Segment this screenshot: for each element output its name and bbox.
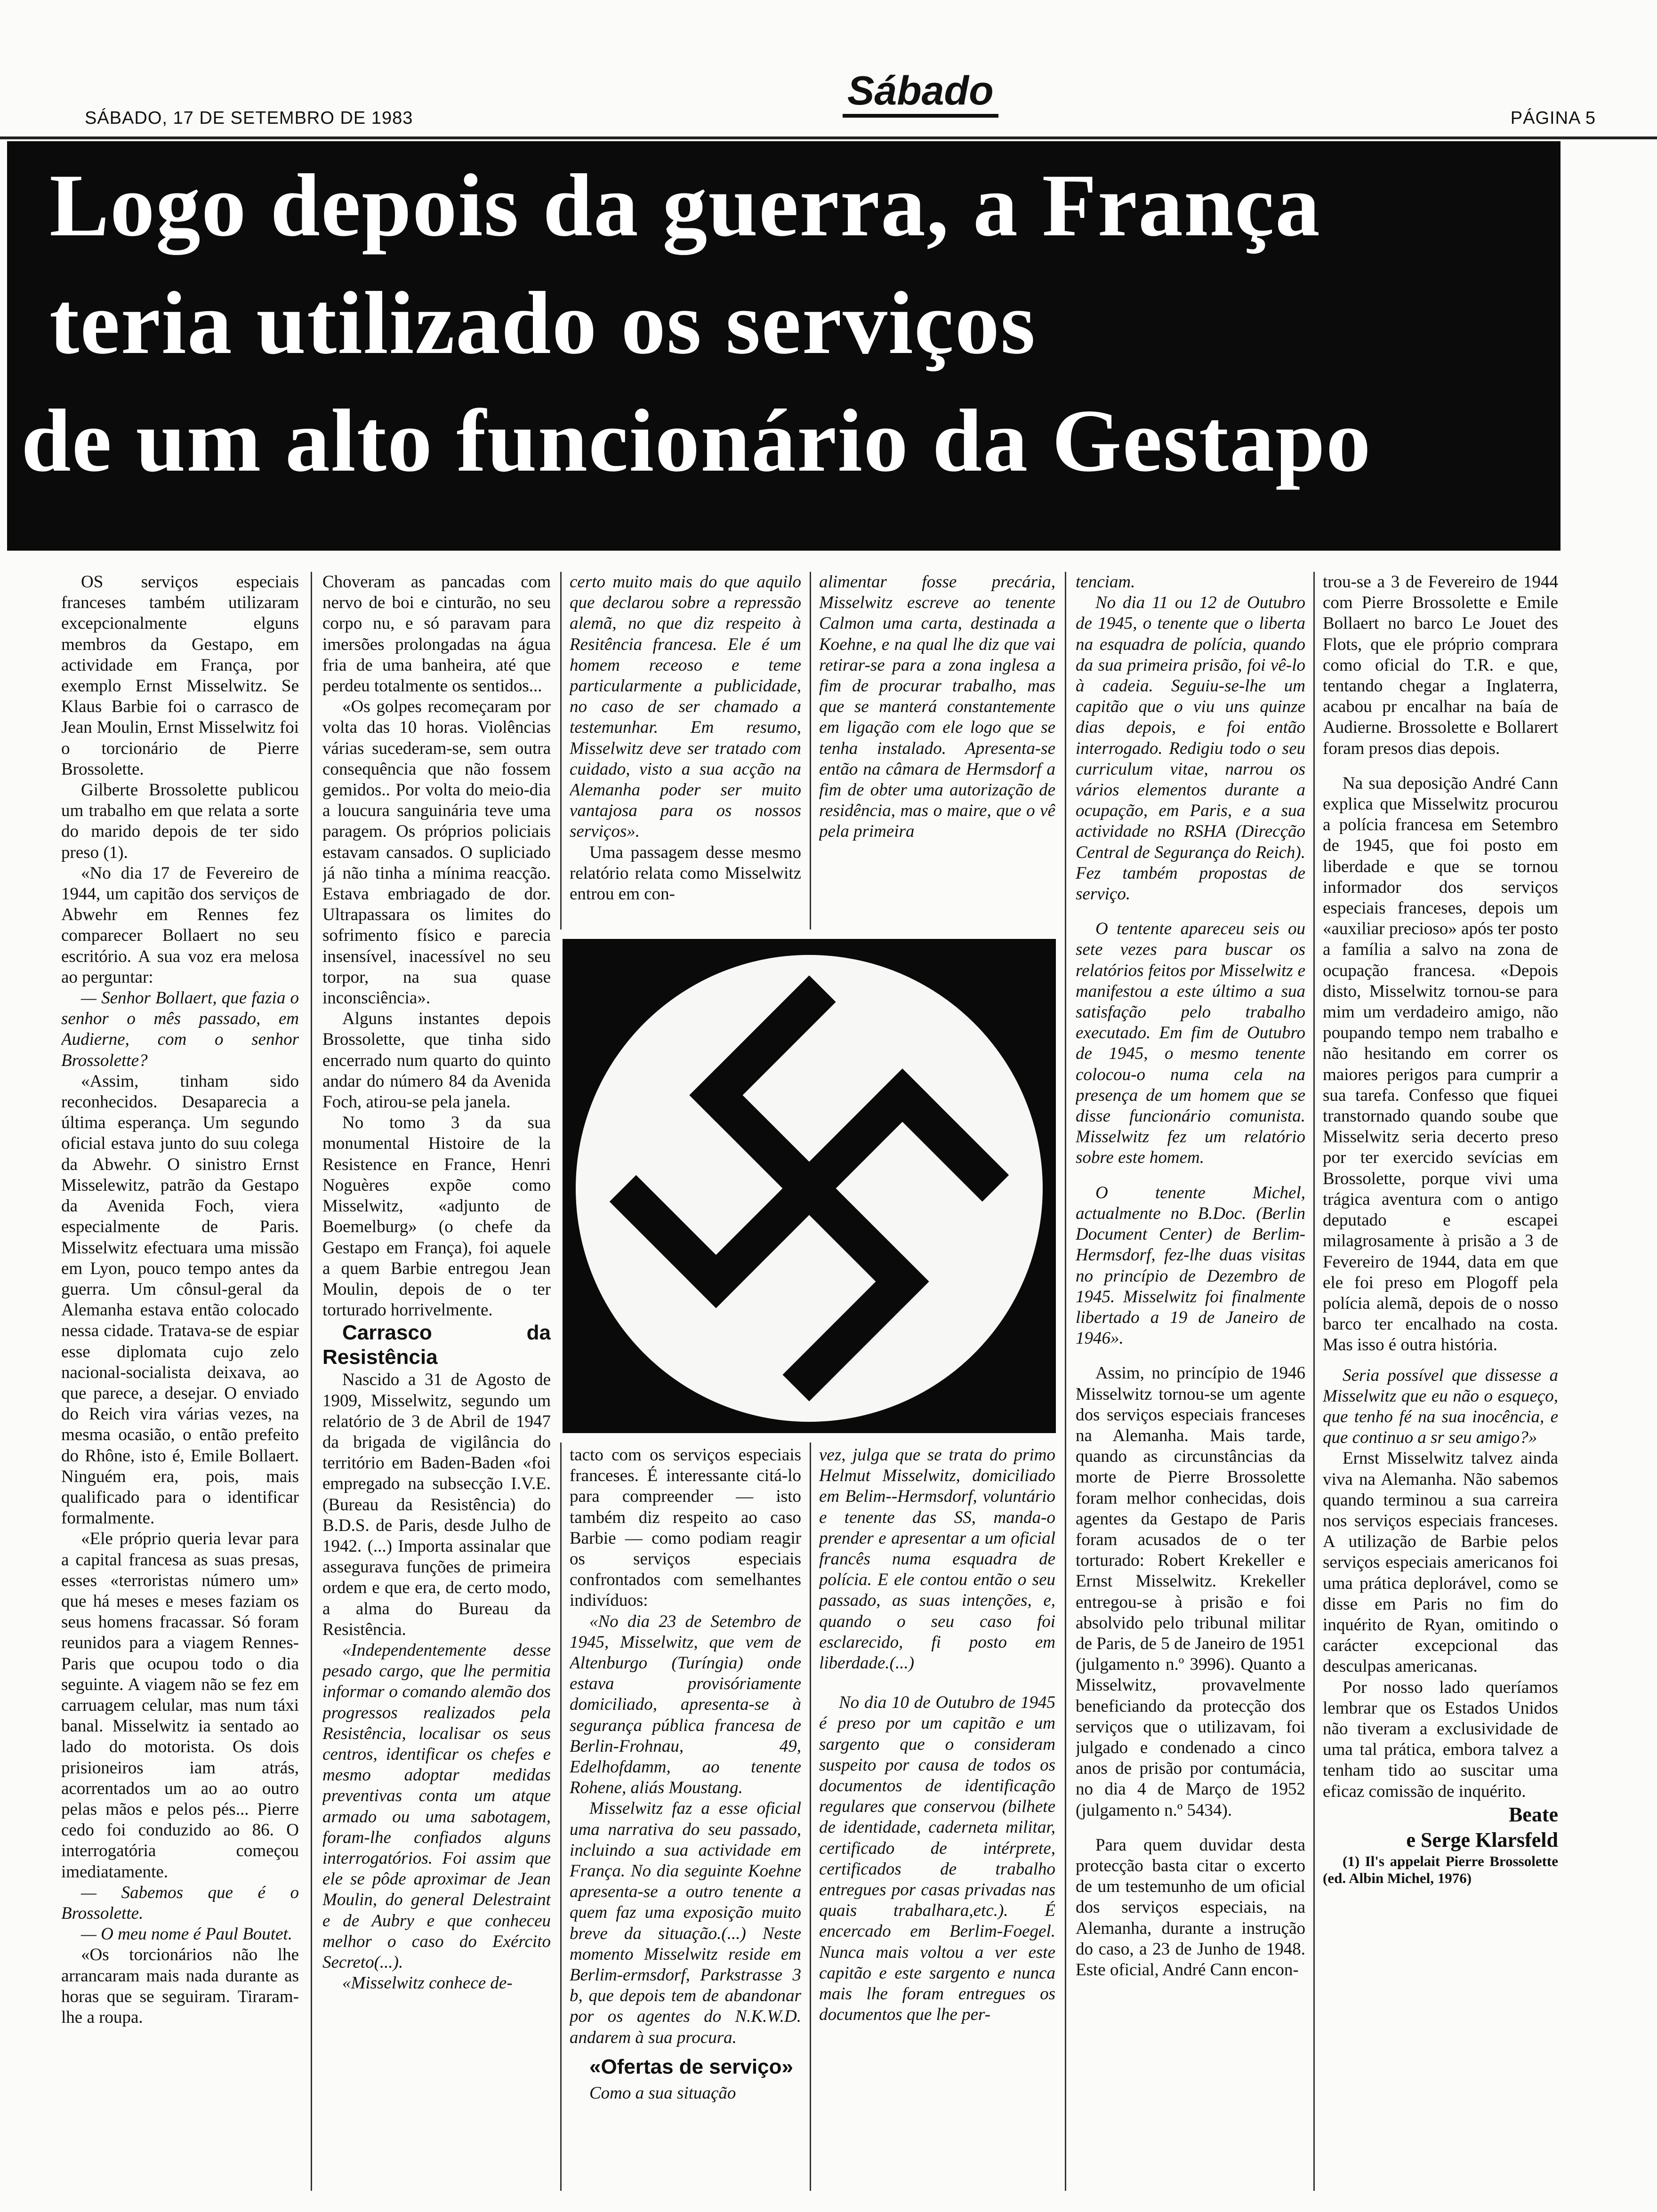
paragraph: vez, julga que se trata do primo Helmut Misselwitz, domiciliado em Belim--Hermsdorf, voluntário e tenente das SS, manda-o prender e apresentar a um oficial francês numa esquadra de polícia. E ele contou então o seu passado, as suas intenções, e, quando o seu caso foi esclarecido, fi posto em liberdade.(...) [819, 1445, 1055, 1673]
paragraph: «No dia 23 de Setembro de 1945, Misselwitz, que vem de Altenburgo (Turíngia) onde estava provisóriamente domiciliado, apresenta-se à segurança pública francesa de Berlin-Frohnau, 49, Edelhofdamm, ao tenente Rohene, aliás Moustang. [570, 1611, 801, 1798]
paragraph: No dia 10 de Outubro de 1945 é preso por um capitão e um sargento que o consideram suspeito por causa de todos os documentos de identificação regulares que conservou (bilhete de identidade, caderneta militar, certificado de intérprete, certificados de trabalho entregues por casas privadas nas quais trabalhara,etc.). É encercado em Berlim-Foegel. Nunca mais voltou a ver este capitão e este sargento e nunca mais lhe foram entregues os documentos que lhe per- [819, 1693, 1055, 2025]
article-column-1 [61, 572, 299, 2191]
paragraph: OS serviços especiais franceses também utilizaram excepcionalmente elguns membros da Gestapo, em actividade em França, por exemplo Ernst Misselwitz. Se Klaus Barbie foi o carrasco de Jean Moulin, Ernst Misselwitz foi o torcionário de Pierre Brossolette. [61, 572, 299, 779]
article-column-4-bottom [819, 1445, 1055, 2193]
paragraph: Choveram as pancadas com nervo de boi e cinturão, no seu corpo nu, e só paravam para imersões prolongadas na água fria de uma banheira, até que perdeu totalmente os sentidos... [322, 572, 551, 696]
masthead [85, 68, 1596, 136]
paragraph: alimentar fosse precária, Misselwitz escreve ao tenente Calmon uma carta, destinada a Koehne, e na qual lhe diz que vai retirar-se para a zona inglesa a fim de procurar trabalho, mas que se manterá constantemente em ligação com ele logo que se tenha instalado. Apresenta-se então na câmara de Hermsdorf a fim de obter uma autorização de residência, mas o maire, que o vê pela primeira [819, 572, 1055, 842]
paragraph: «No dia 17 de Fevereiro de 1944, um capitão dos serviços de Abwehr em Rennes fez comparecer Bollaert no seu escritório. A sua voz era melosa ao perguntar: [61, 863, 299, 987]
paragraph: «Os golpes recomeçaram por volta das 10 horas. Violências várias sucederam-se, sem outra consequência que não fossem gemidos.. Por volta do meio-dia a loucura sanguinária teve uma paragem. Os próprios policiais estavam cansados. O supliciado já não tinha a mínima reacção. Estava embriagado de dor. Ultrapassara os limites do sofrimento físico e parecia insensível, inacessível no seu torpor, na sua quase inconsciência». [322, 697, 551, 1008]
paragraph: Ernst Misselwitz talvez ainda viva na Alemanha. Não sabemos quando terminou a sua carreira nos serviços especiais franceses. A utilização de Barbie pelos serviços especiais americanos foi uma prática deplorável, como se disse em Paris no fim do inquérito de Ryan, omitindo o carácter excepcional das desculpas americanas. [1323, 1449, 1558, 1676]
article-column-6 [1323, 572, 1558, 2191]
paragraph: Na sua deposição André Cann explica que Misselwitz procurou a polícia francesa em Setembro de 1945, que foi posto em liberdade e que se tornou informador dos serviços especiais franceses, depois um «auxiliar precioso» após ter posto a família a salvo na zona de ocupação francesa. «Depois disto, Misselwitz tornou-se para mim um verdadeiro amigo, não poupando tempo nem trabalho e não hesitando em correr os maiores perigos para cumprir a sua tarefa. Confesso que fiquei transtornado quando soube que Misselwitz seria decerto preso por ter exercido sevícias em Brossolette, porque vivi uma trágica aventura com o antigo deputado e escapei milagrosamente à prisão a 3 de Fevereiro de 1944, data em que ele foi preso em Plogoff pela polícia alemã, depois de o nosso barco ter encalhado na costa. Mas isso é outra história. [1323, 773, 1558, 1355]
paragraph: Misselwitz faz a esse oficial uma narrativa do seu passado, incluindo a sua actividade em França. No dia seguinte Koehne apresenta-se a outro tenente a quem faz uma exposição muito breve da situação.(...) Neste momento Misselwitz reside em Berlim-ermsdorf, Parkstrasse 3 b, que depois tem de abandonar por os agentes do N.K.W.D. andarem à sua procura. [570, 1799, 801, 2047]
paragraph: tenciam. [1076, 572, 1135, 592]
column-rule [560, 572, 562, 930]
article-column-3-top [570, 572, 801, 930]
paragraph: «Ele próprio queria levar para a capital francesa as suas presas, esses «terroristas número um» que há meses e meses faziam os seus homens fracassar. Só foram reunidos para a viagem Rennes-Paris que ocupou todo o dia seguinte. A viagem não se fez em carruagem celular, mas num táxi banal. Misselwitz ia sentado ao lado do motorista. Os dois prisioneiros iam atrás, acorrentados um ao ao outro pelas mãos e pelos pés... Pierre cedo foi conduzido ao 86. O interrogatória começou imediatamente. [61, 1529, 299, 1882]
subheading: «Ofertas de serviço» [589, 2055, 793, 2078]
paragraph: — O meu nome é Paul Boutet. [81, 1924, 293, 1944]
paragraph: «Misselwitz conhece de- [342, 1973, 513, 1993]
newspaper-logo: Sábado [843, 71, 998, 118]
top-rule [0, 136, 1657, 139]
subheading: Carrasco da Resistência [322, 1321, 551, 1369]
paragraph: O tenente Michel, actualmente no B.Doc. (Berlin Document Center) de Berlim-Hermsdorf, fez-lhe duas visitas no princípio de Dezembro de 1945. Misselwitz foi finalmente libertado a 19 de Janeiro de 1946». [1076, 1183, 1305, 1348]
footnote: (1) Il's appelait Pierre Brossolette (ed. Albin Michel, 1976) [1323, 1852, 1558, 1886]
paragraph: Alguns instantes depois Brossolette, que tinha sido encerrado num quarto do quinto andar do número 84 da Avenida Foch, atirou-se pela janela. [322, 1009, 551, 1112]
paragraph: «Assim, tinham sido reconhecidos. Desaparecia a última esperança. Um segundo oficial estava junto do suu colega da Abwehr. O sinistro Ernst Misselewitz, patrão da Gestapo da Avenida Foch, viera especialmente de Paris. Misselwitz efectuara uma missão em Lyon, pouco tempo antes da guerra. Um cônsul-geral da Alemanha estava então colocado nessa cidade. Tratava-se de espiar esse diplomata cujo zelo nacional-socialista deixava, ao que parece, a desejar. O enviado do Reich vira várias vezes, na mesma ocasião, o então prefeito do Rhône, isto é, Emile Bollaert. Ninguém era, pois, mais qualificado para o identificar formalmente. [61, 1071, 299, 1528]
paragraph: Uma passagem desse mesmo relatório relata como Misselwitz entrou em con- [570, 842, 801, 904]
column-rule [1065, 572, 1066, 2191]
headline [21, 147, 1372, 500]
headline-line-3: de um alto funcionário da Gestapo [21, 392, 1372, 490]
paragraph: Assim, no princípio de 1946 Misselwitz tornou-se um agente dos serviços especiais franceses na Alemanha. Mais tarde, quando as circunstâncias da morte de Pierre Brossolette foram melhor conhecidas, dois agentes da Gestapo de Paris foram acusados de o ter torturado: Robert Krekeller e Ernst Misselwitz. Krekeller entregou-se à prisão e foi absolvido pelo tribunal militar de Paris, de 5 de Janeiro de 1951 (julgamento n.º 3996). Quanto a Misselwitz, provavelmente beneficiando da protecção dos serviços que o utilizavam, foi julgado e condenado a cinco anos de prisão por contumácia, no dia 4 de Março de 1952 (julgamento n.º 5434). [1076, 1363, 1305, 1820]
page-number: PÁGINA 5 [1510, 108, 1596, 128]
paragraph: — Sabemos que é o Brossolette. [61, 1883, 299, 1923]
headline-banner [7, 141, 1560, 551]
paragraph: O tentente apareceu seis ou sete vezes para buscar os relatórios feitos por Misselwitz e manifestou a este último a sua satisfação pelo trabalho executado. Em fim de Outubro de 1945, o mesmo tenente colocou-o numa cela na presença de um homem que se disse funcionário comunista. Misselwitz fez um relatório sobre este homem. [1076, 919, 1305, 1168]
column-rule [560, 1443, 562, 2191]
paragraph: certo muito mais do que aquilo que declarou sobre a repressão alemã, no que diz respeito à Resitência francesa. Ele é um homem receoso e teme particularmente a publicidade, no caso de ser chamado a testemunhar. Em resumo, Misselwitz deve ser tratado com cuidado, visto a sua acção na Alemanha poder ser muito vantajosa para os nossos serviços». [570, 572, 801, 842]
column-rule [311, 572, 312, 2191]
paragraph: Por nosso lado queríamos lembrar que os Estados Unidos não tiveram a exclusividade de uma tal prática, embora talvez a tenham tido ao suscitar uma eficaz comissão de inquérito. [1323, 1677, 1558, 1801]
paragraph: tacto com os serviços especiais franceses. É interessante citá-lo para compreender — isto também diz respeito ao caso Barbie — como podiam reagir os serviços especiais confrontados com semelhantes indivíduos: [570, 1445, 801, 1611]
paragraph: No dia 11 ou 12 de Outubro de 1945, o tenente que o liberta na esquadra de polícia, quando da sua primeira prisão, foi vê-lo à cadeia. Seguiu-se-lhe um capitão que o viu uns quinze dias depois, e foi então interrogado. Redigiu todo o seu curriculum vitae, narrou os vários elementos durante a ocupação, em Paris, e a sua actividade no RSHA (Direcção Central de Segurança do Reich). Fez também propostas de serviço. [1076, 593, 1305, 904]
article-column-5 [1076, 572, 1305, 2191]
paragraph: Para quem duvidar desta protecção basta citar o excerto de um testemunho de um oficial dos serviços especiais, na Alemanha, durante a instrução do caso, a 23 de Junho de 1948. Este oficial, André Cann encon- [1076, 1835, 1305, 1980]
swastika-icon [563, 939, 1056, 1433]
issue-date: SÁBADO, 17 DE SETEMBRO DE 1983 [85, 108, 413, 128]
column-rule [810, 572, 811, 930]
paragraph: Como a sua situação [589, 2083, 736, 2103]
paragraph: trou-se a 3 de Fevereiro de 1944 com Pierre Brossolette e Emile Bollaert no barco Le Jouet des Flots, que ele próprio comprara como oficial do T.R. e que, tentando chegar a Inglaterra, acabou pr encalhar na baía de Audierne. Brossolette e Bollarert foram presos dias depois. [1323, 572, 1558, 758]
paragraph: Gilberte Brossolette publicou um trabalho em que relata a sorte do marido depois de ter sido preso (1). [61, 780, 299, 862]
article-column-3-bottom [570, 1445, 801, 2193]
paragraph: — Senhor Bollaert, que fazia o senhor o mês passado, em Audierne, com o senhor Brossolette? [61, 988, 299, 1070]
byline-author-1: Beate [1508, 1803, 1558, 1826]
column-rule [810, 1443, 811, 2191]
headline-line-2: teria utilizado os serviços [49, 274, 1037, 373]
paragraph: «Independentemente desse pesado cargo, que lhe permitia informar o comando alemão dos progressos realizados pela Resistência, localisar os seus centros, identificar os chefes e mesmo adoptar medidas preventivas conta um atque armado ou uma sabotagem, foram-lhe confiados alguns interrogatórios. Foi assim que ele se pôde aproximar de Jean Moulin, do general Delestraint e de Aubry e que conheceu melhor o caso do Exército Secreto(...). [322, 1640, 551, 1972]
paragraph: Nascido a 31 de Agosto de 1909, Misselwitz, segundo um relatório de 3 de Abril de 1947 da brigada de vigilância do território em Baden-Baden «foi empregado na subsecção I.V.E. (Bureau da Resistência) do B.D.S. de Paris, desde Julho de 1942. (...) Importa assinalar que assegurava funções de primeira ordem e que era, de certo modo, a alma do Bureau da Resistência. [322, 1370, 551, 1639]
headline-line-1: Logo depois da guerra, a França [49, 156, 1321, 255]
article-column-2 [322, 572, 551, 2191]
byline-author-2: e Serge Klarsfeld [1406, 1828, 1558, 1851]
paragraph: «Os torcionários não lhe arrancaram mais nada durante as horas que se seguiram. Tiraram-lhe a roupa. [61, 1945, 299, 2028]
paragraph: No tomo 3 da sua monumental Histoire de la Resistence en France, Henri Noguères expõe como Misselwitz, «adjunto de Boemelburg» (o chefe da Gestapo em França), foi aquele a quem Barbie entregou Jean Moulin, depois de o ter torturado horrivelmente. [322, 1113, 551, 1320]
paragraph: Seria possível que dissesse a Misselwitz que eu não o esqueço, que tenho fé na sua inocência, e que continuo a sr seu amigo?» [1323, 1365, 1558, 1448]
article-column-4-top [819, 572, 1055, 930]
column-rule [1313, 572, 1315, 2191]
swastika-image [563, 939, 1056, 1433]
